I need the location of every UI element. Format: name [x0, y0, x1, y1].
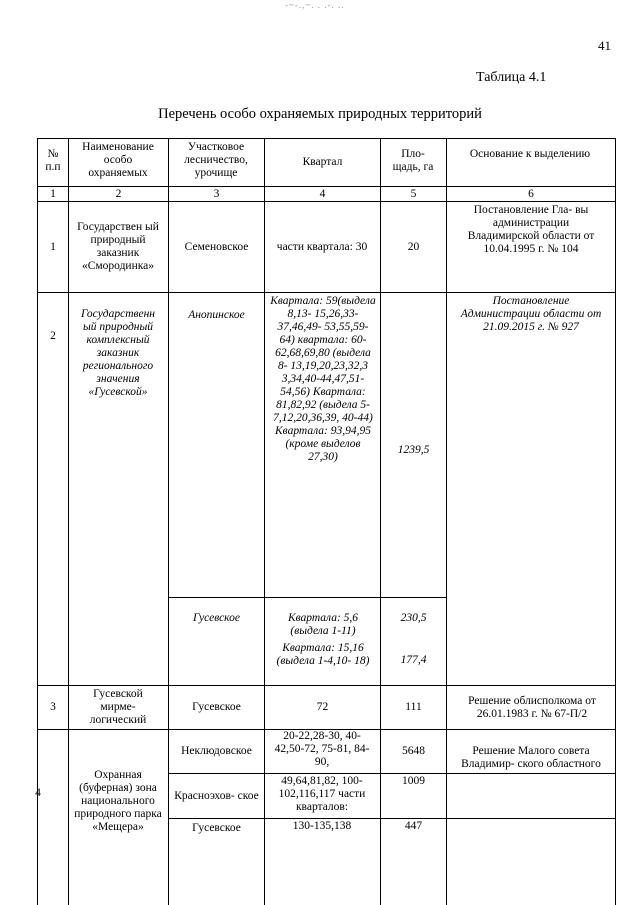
row2-sub-quarter-b: Квартала: 15,16 (выдела 1-4,10- 18) [276, 642, 370, 667]
header-quarter: Квартал [302, 156, 343, 168]
page-number: 41 [598, 38, 611, 53]
scan-mark: -~-.,~. . .-. .. [285, 0, 345, 10]
row2-quarter: Квартала: 59(выдела 8,13- 15,26,33- 37,46,49- 53,55,59-64) квартала: 60- 62,68,69,80 (выдела 8- 13,19,20,23,32,3 3,34,40-44,47,51- 54,56) Квартала: 81,82,92 (выдела 5-7,12,20,36,39, 40-44) Квартала: 93,94,95 (кроме выделов 27,30) [270, 295, 376, 463]
row4-name: Охранная (буферная) зона национального природного парка «Мещера» [74, 768, 162, 833]
row2-forestry: Анопинское [188, 309, 245, 321]
row4-sub1-quarter: 20-22,28-30, 40-42,50-72, 75-81, 84-90, [274, 730, 370, 768]
row1-name: Государствен ый природный заказник «Смородинка» [77, 221, 159, 272]
header-number-6: 6 [528, 187, 534, 200]
row2-area: 1239,5 [397, 443, 430, 456]
header-number-5: 5 [410, 187, 417, 200]
row4-sub2-quarter: 49,64,81,82, 100-102,116,117 части кварталов: [278, 775, 366, 813]
row3-basis: Решение облисполкома от 26.01.1983 г. № 67-П/2 [468, 694, 596, 720]
header-basis: Основание к выделению [469, 148, 591, 160]
col-divider-3 [264, 138, 265, 905]
row2-split-line [168, 597, 446, 598]
row2-sub-area-b: 177,4 [400, 653, 427, 666]
header-num: № п.п [45, 148, 61, 173]
row4-sub3-area: 447 [404, 820, 423, 832]
header-forestry: Участковое лесничество, урочище [184, 141, 248, 179]
row2-sub-area-a: 230,5 [400, 611, 427, 624]
header-name: Наименование особо охраняемых [82, 141, 154, 179]
row4-split-line-2 [168, 818, 616, 819]
row3-area: 111 [405, 701, 422, 713]
row1-bottom-line [37, 292, 616, 293]
table-label: Таблица 4.1 [476, 70, 547, 85]
col-divider-5 [446, 138, 447, 905]
row4-sub2-forestry: Красноэхов- ское [174, 789, 259, 802]
header-area: Пло- щадь, га [392, 148, 434, 173]
row4-sub1-area: 5648 [402, 744, 425, 757]
header-number-1: 1 [50, 187, 56, 200]
row1-area: 20 [407, 240, 420, 253]
row4-sub1-forestry: Неклюдовское [181, 744, 252, 757]
row4-sub3-quarter: 130-135,138 [292, 820, 352, 832]
page-title: Перечень особо охраняемых природных территорий [158, 106, 482, 122]
row4-basis: Решение Малого совета Владимир- ского областного [461, 745, 601, 770]
row2-name: Государственн ый природный комплексный заказник регионального значения «Гусевской» [80, 308, 156, 398]
row1-num: 1 [50, 240, 56, 253]
row4-sub3-forestry: Гусевское [192, 821, 241, 834]
row1-quarter: части квартала: 30 [276, 240, 368, 253]
row2-basis: Постановление Администрации области от 21.09.2015 г. № 927 [460, 295, 602, 333]
col-divider-1 [68, 138, 69, 905]
row3-num: 3 [50, 701, 56, 713]
row1-forestry: Семеновское [184, 240, 249, 253]
row2-sub-forestry: Гусевское [193, 611, 240, 624]
header-number-3: 3 [213, 187, 220, 200]
row2-sub-quarter-a: Квартала: 5,6 (выдела 1-11) [287, 612, 359, 637]
row1-basis: Постановление Гла- вы администрации Владимирской области от 10.04.1995 г. № 104 [467, 204, 595, 255]
row3-quarter: 72 [316, 701, 329, 713]
row2-num: 2 [50, 330, 56, 342]
header-number-2: 2 [115, 187, 122, 200]
table-border-right [615, 138, 616, 905]
row4-num: 4 [35, 786, 41, 799]
row3-forestry: Гусевское [192, 701, 241, 713]
header-number-4: 4 [319, 187, 326, 200]
row3-name: Гусевской мирме- логический [89, 688, 147, 726]
row4-sub2-area: 1009 [402, 775, 425, 787]
